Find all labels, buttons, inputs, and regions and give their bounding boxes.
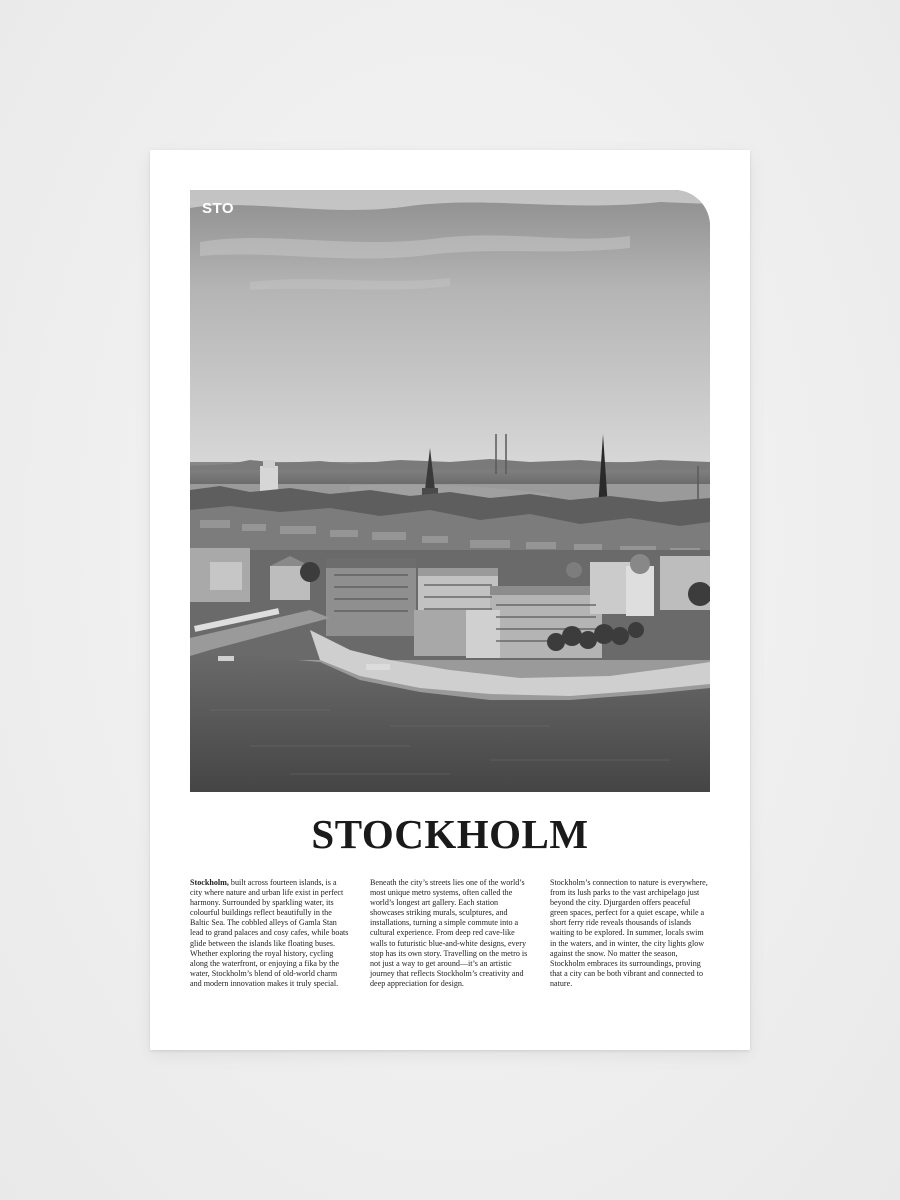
poster-print xyxy=(150,150,750,1050)
text-column-3 xyxy=(550,878,710,989)
column-1-body: built across fourteen islands, is a city where nature and urban life exist in perfect harmony. Surrounded by sparkling water, its colourful buildings reflect beautifully in the Baltic Sea. The cobbled alleys of Gamla Stan lead to grand palaces and cosy cafes, while boats glide between the islands like floating buses. Whether exploring the royal history, cycling along the waterfront, or enjoying a fika by the water, Stockholm’s blend of old-world charm and modern innovation makes it truly special. xyxy=(190,878,349,988)
text-columns xyxy=(190,878,710,989)
aerial-city-photo-icon xyxy=(190,190,710,792)
text-column-1 xyxy=(190,878,350,989)
column-2-body: Beneath the city’s streets lies one of the world’s most unique metro systems, often called the world’s longest art gallery. Each station showcases striking murals, sculptures, and installations, turning a simple commute into a cultural experience. From deep red cave-like walls to futuristic blue-and-white designs, every stop has its own story. Travelling on the metro is not just a way to get around—it’s an artistic journey that reflects Stockholm’s creativity and deep appreciation for design. xyxy=(370,878,528,988)
poster-title: STOCKHOLM xyxy=(311,811,589,857)
column-3-body: Stockholm’s connection to nature is everywhere, from its lush parks to the vast archipelago just beyond the city. Djurgarden offers peaceful green spaces, perfect for a quiet escape, while a short ferry ride reveals thousands of islands waiting to be explored. In summer, locals swim in the waters, and in winter, the city lights glow against the snow. No matter the season, Stockholm embraces its surroundings, proving that a city can be both vibrant and connected to nature. xyxy=(550,878,708,988)
city-photo xyxy=(190,190,710,792)
column-1-lead: Stockholm, xyxy=(190,878,229,887)
city-code-label: STO xyxy=(202,200,235,217)
text-column-2 xyxy=(370,878,530,989)
